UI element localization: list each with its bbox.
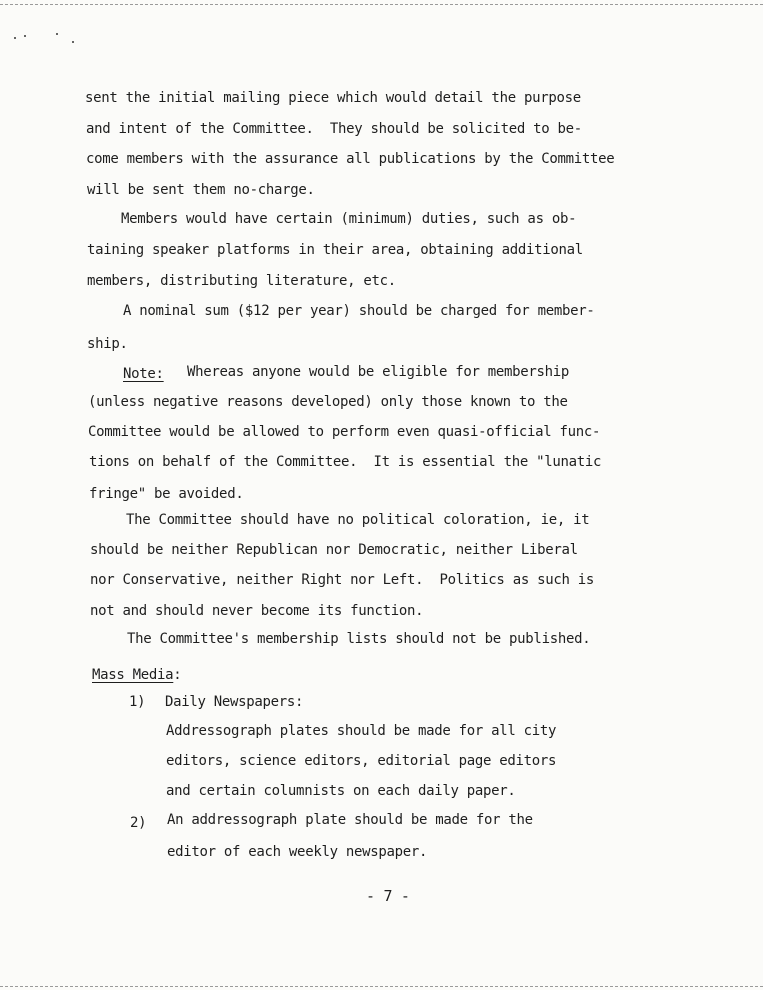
body-line: taining speaker platforms in their area, obtaining additional [87,242,583,258]
list-item-text: editors, science editors, editorial page editors [166,753,557,769]
body-line: not and should never become its function. [90,603,424,619]
scan-speck [72,41,74,43]
list-item-text: and certain columnists on each daily paper. [166,783,516,799]
body-line: nor Conservative, neither Right nor Left. Politics as such is [90,572,594,588]
body-line: Members would have certain (minimum) duties, such as ob- [121,211,577,227]
body-line: will be sent them no-charge. [87,182,315,198]
note-label: Note: [123,366,164,382]
bottom-edge-line [0,986,763,987]
list-item-text: editor of each weekly newspaper. [167,844,428,860]
section-heading-colon: : [173,667,182,683]
scan-speck [56,33,58,35]
body-line: come members with the assurance all publications by the Committee [86,151,615,167]
body-line: A nominal sum ($12 per year) should be charged for member- [123,303,595,319]
list-item-text: An addressograph plate should be made for the [167,812,533,828]
body-line: tions on behalf of the Committee. It is essential the "lunatic [89,454,602,470]
list-item-text: Addressograph plates should be made for all city [166,723,557,739]
list-number: 1) [129,694,146,710]
scan-speck [14,37,16,39]
scan-speck [24,35,26,37]
body-line: members, distributing literature, etc. [87,273,396,289]
body-line: The Committee's membership lists should not be published. [127,631,591,647]
list-item-title: Daily Newspapers: [165,694,304,710]
body-line: should be neither Republican nor Democratic, neither Liberal [90,542,578,558]
top-edge-line [0,4,763,5]
body-line: ship. [87,336,128,352]
section-heading [92,667,181,683]
body-line: fringe" be avoided. [89,486,244,502]
page-number: - 7 - [366,887,410,905]
body-line: The Committee should have no political coloration, ie, it [126,512,590,528]
body-line: Committee would be allowed to perform even quasi-official func- [88,424,601,440]
body-line: (unless negative reasons developed) only those known to the [88,394,568,410]
body-line: and intent of the Committee. They should be solicited to be- [86,121,582,137]
list-number: 2) [130,815,147,831]
section-heading-text: Mass Media [92,667,174,683]
body-line: sent the initial mailing piece which would detail the purpose [85,90,581,106]
body-line: Whereas anyone would be eligible for membership [187,364,570,380]
